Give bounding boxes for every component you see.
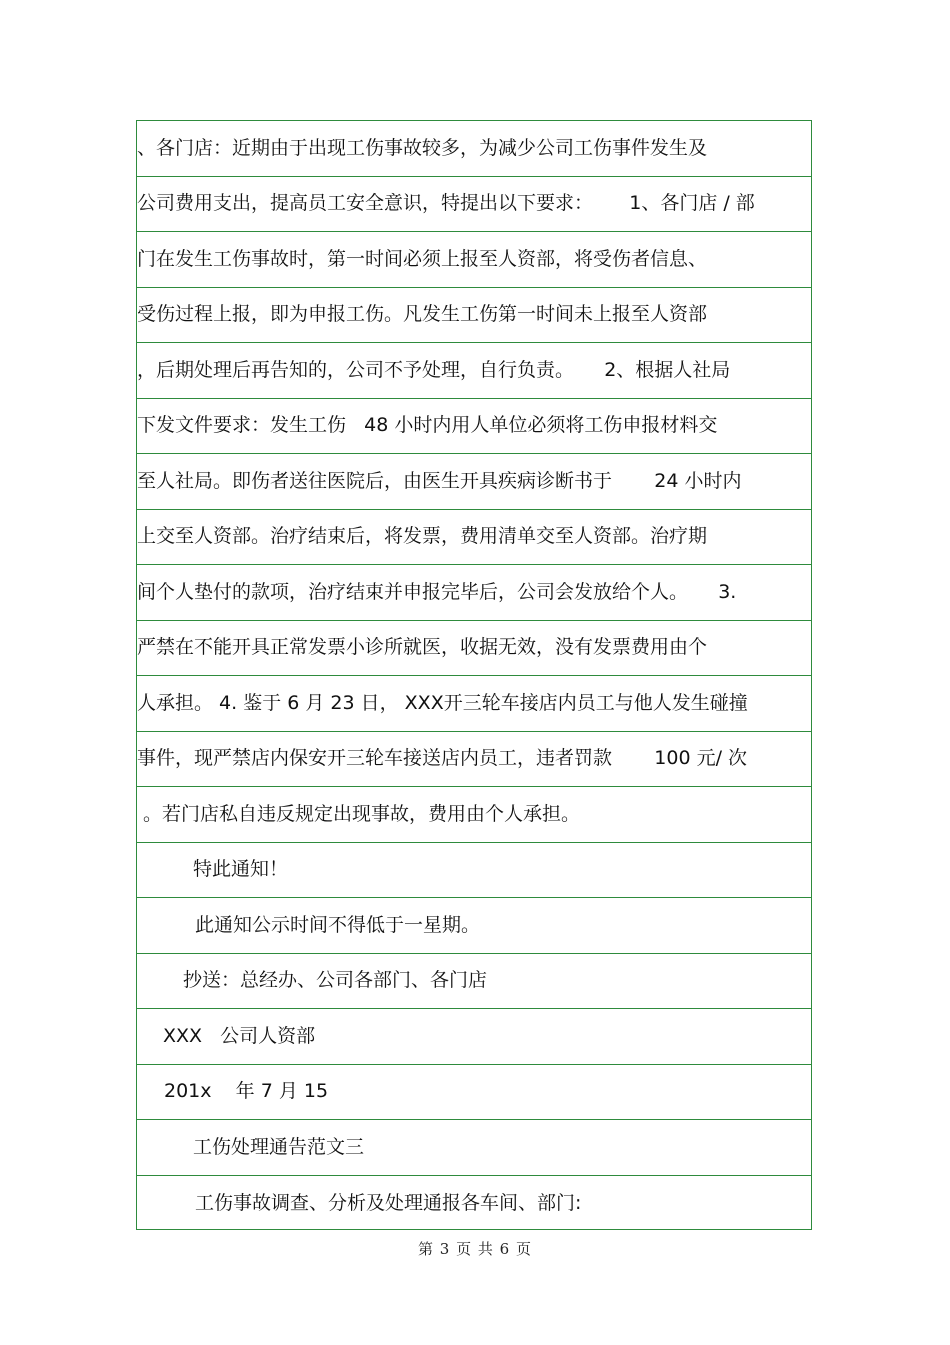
text-line: 此通知公示时间不得低于一星期。 xyxy=(137,898,811,954)
text-line: 。若门店私自违反规定出现事故，费用由个人承担。 xyxy=(137,787,811,843)
page-footer: 第 3 页 共 6 页 xyxy=(418,1240,532,1258)
text-line: ，后期处理后再告知的，公司不予处理，自行负责。 2、根据人社局 xyxy=(137,343,811,399)
text-line: 、各门店：近期由于出现工伤事故较多，为减少公司工伤事件发生及 xyxy=(137,121,811,177)
ruled-text-box xyxy=(136,120,812,1230)
text-line: 上交至人资部。治疗结束后，将发票，费用清单交至人资部。治疗期 xyxy=(137,510,811,566)
text-line: XXX 公司人资部 xyxy=(137,1009,811,1065)
text-line: 间个人垫付的款项，治疗结束并申报完毕后，公司会发放给个人。 3. xyxy=(137,565,811,621)
text-line: 受伤过程上报，即为申报工伤。凡发生工伤第一时间未上报至人资部 xyxy=(137,288,811,344)
text-line: 抄送：总经办、公司各部门、各门店 xyxy=(137,954,811,1010)
text-line: 201x 年 7 月 15 xyxy=(137,1065,811,1121)
text-line: 工伤处理通告范文三 xyxy=(137,1120,811,1176)
text-line: 下发文件要求：发生工伤 48 小时内用人单位必须将工伤申报材料交 xyxy=(137,399,811,455)
text-line: 事件，现严禁店内保安开三轮车接送店内员工，违者罚款 100 元/ 次 xyxy=(137,732,811,788)
text-line: 特此通知！ xyxy=(137,843,811,899)
text-line: 人承担。 4. 鉴于 6 月 23 日， XXX开三轮车接店内员工与他人发生碰撞 xyxy=(137,676,811,732)
text-line: 严禁在不能开具正常发票小诊所就医，收据无效，没有发票费用由个 xyxy=(137,621,811,677)
text-line: 公司费用支出，提高员工安全意识，特提出以下要求： 1、各门店 / 部 xyxy=(137,177,811,233)
text-line: 工伤事故调查、分析及处理通报各车间、部门: xyxy=(195,1191,582,1214)
text-line: 至人社局。即伤者送往医院后，由医生开具疾病诊断书于 24 小时内 xyxy=(137,454,811,510)
text-line: 门在发生工伤事故时，第一时间必须上报至人资部，将受伤者信息、 xyxy=(137,232,811,288)
